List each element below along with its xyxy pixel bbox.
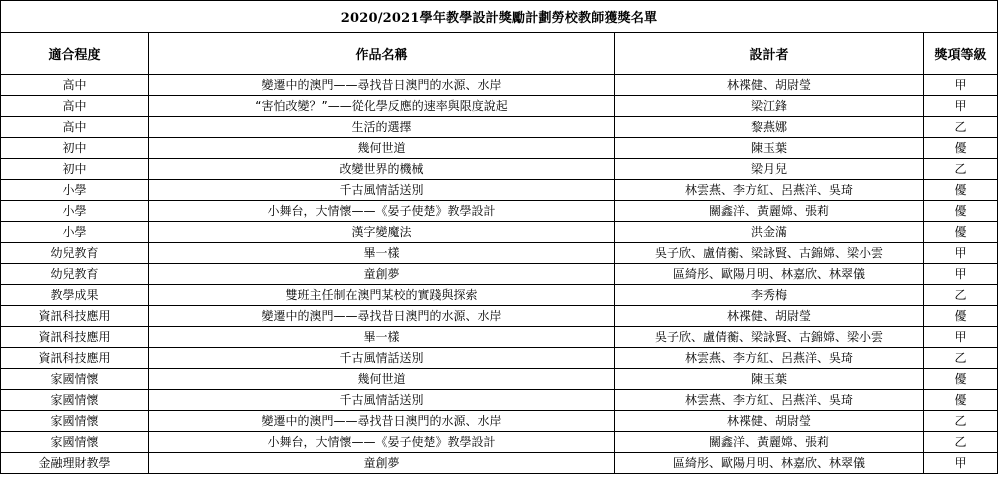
cell-grade: 優 bbox=[924, 306, 998, 327]
header-grade: 獎項等級 bbox=[924, 33, 998, 75]
cell-work: 變遷中的澳門——尋找昔日澳門的水源、水岸 bbox=[149, 306, 615, 327]
cell-designer: 區綺彤、歐陽月明、林嘉欣、林翠儀 bbox=[615, 453, 924, 474]
cell-grade: 甲 bbox=[924, 75, 998, 96]
cell-designer: 梁月兒 bbox=[615, 159, 924, 180]
cell-designer: 林褋健、胡尉瑩 bbox=[615, 306, 924, 327]
cell-designer: 林雲燕、李方紅、呂燕洋、吳琦 bbox=[615, 348, 924, 369]
table-row bbox=[1, 222, 998, 243]
cell-grade: 優 bbox=[924, 222, 998, 243]
cell-designer: 林褋健、胡尉瑩 bbox=[615, 75, 924, 96]
cell-work: “害怕改變？”——從化學反應的速率與限度說起 bbox=[149, 96, 615, 117]
table-row bbox=[1, 75, 998, 96]
cell-level: 資訊科技應用 bbox=[1, 348, 149, 369]
cell-grade: 優 bbox=[924, 390, 998, 411]
cell-level: 家國情懷 bbox=[1, 411, 149, 432]
cell-level: 幼兒教育 bbox=[1, 243, 149, 264]
cell-grade: 優 bbox=[924, 138, 998, 159]
table-row bbox=[1, 306, 998, 327]
table-row bbox=[1, 180, 998, 201]
cell-designer: 林雲燕、李方紅、呂燕洋、吳琦 bbox=[615, 390, 924, 411]
cell-level: 小學 bbox=[1, 222, 149, 243]
cell-designer: 陳玉葉 bbox=[615, 369, 924, 390]
cell-level: 家國情懷 bbox=[1, 390, 149, 411]
header-row bbox=[1, 33, 998, 75]
table-row bbox=[1, 159, 998, 180]
cell-work: 幾何世道 bbox=[149, 138, 615, 159]
cell-work: 生活的選擇 bbox=[149, 117, 615, 138]
cell-level: 資訊科技應用 bbox=[1, 327, 149, 348]
cell-level: 高中 bbox=[1, 75, 149, 96]
table-row bbox=[1, 243, 998, 264]
cell-level: 小學 bbox=[1, 201, 149, 222]
title-row bbox=[1, 1, 998, 33]
table-row bbox=[1, 390, 998, 411]
cell-grade: 乙 bbox=[924, 432, 998, 453]
cell-work: 改變世界的機械 bbox=[149, 159, 615, 180]
cell-level: 高中 bbox=[1, 117, 149, 138]
header-designer: 設計者 bbox=[615, 33, 924, 75]
table-row bbox=[1, 138, 998, 159]
cell-level: 高中 bbox=[1, 96, 149, 117]
cell-grade: 甲 bbox=[924, 453, 998, 474]
cell-work: 千古風情話送別 bbox=[149, 348, 615, 369]
cell-level: 資訊科技應用 bbox=[1, 306, 149, 327]
header-work: 作品名稱 bbox=[149, 33, 615, 75]
cell-designer: 李秀梅 bbox=[615, 285, 924, 306]
cell-grade: 乙 bbox=[924, 411, 998, 432]
cell-work: 變遷中的澳門——尋找昔日澳門的水源、水岸 bbox=[149, 75, 615, 96]
table-row bbox=[1, 96, 998, 117]
table-row bbox=[1, 327, 998, 348]
table-title: 2020/2021學年教學設計獎勵計劃勞校教師獲獎名單 bbox=[1, 1, 998, 33]
cell-level: 幼兒教育 bbox=[1, 264, 149, 285]
cell-grade: 乙 bbox=[924, 348, 998, 369]
cell-work: 雙班主任制在澳門某校的實踐與探索 bbox=[149, 285, 615, 306]
cell-grade: 乙 bbox=[924, 117, 998, 138]
cell-work: 童創夢 bbox=[149, 453, 615, 474]
cell-work: 童創夢 bbox=[149, 264, 615, 285]
cell-level: 家國情懷 bbox=[1, 369, 149, 390]
table-row bbox=[1, 201, 998, 222]
cell-grade: 甲 bbox=[924, 96, 998, 117]
cell-designer: 吳子欣、盧倩蘅、梁詠賢、古錦嫦、梁小雲 bbox=[615, 327, 924, 348]
cell-level: 初中 bbox=[1, 159, 149, 180]
cell-designer: 關鑫洋、黃麗嫦、張莉 bbox=[615, 432, 924, 453]
cell-designer: 林褋健、胡尉瑩 bbox=[615, 411, 924, 432]
table-row bbox=[1, 285, 998, 306]
table-row bbox=[1, 411, 998, 432]
cell-grade: 優 bbox=[924, 180, 998, 201]
cell-work: 千古風情話送別 bbox=[149, 390, 615, 411]
table-row bbox=[1, 264, 998, 285]
cell-designer: 區綺彤、歐陽月明、林嘉欣、林翠儀 bbox=[615, 264, 924, 285]
cell-grade: 甲 bbox=[924, 264, 998, 285]
cell-work: 變遷中的澳門——尋找昔日澳門的水源、水岸 bbox=[149, 411, 615, 432]
cell-grade: 乙 bbox=[924, 285, 998, 306]
cell-level: 金融理財教學 bbox=[1, 453, 149, 474]
table-row bbox=[1, 117, 998, 138]
cell-level: 教學成果 bbox=[1, 285, 149, 306]
cell-grade: 乙 bbox=[924, 159, 998, 180]
header-level: 適合程度 bbox=[1, 33, 149, 75]
cell-grade: 甲 bbox=[924, 243, 998, 264]
cell-designer: 黎燕娜 bbox=[615, 117, 924, 138]
cell-designer: 陳玉葉 bbox=[615, 138, 924, 159]
cell-work: 幾何世道 bbox=[149, 369, 615, 390]
table-row bbox=[1, 348, 998, 369]
cell-designer: 林雲燕、李方紅、呂燕洋、吳琦 bbox=[615, 180, 924, 201]
cell-grade: 甲 bbox=[924, 327, 998, 348]
table-row bbox=[1, 453, 998, 474]
cell-work: 千古風情話送別 bbox=[149, 180, 615, 201]
table-row bbox=[1, 432, 998, 453]
cell-grade: 優 bbox=[924, 369, 998, 390]
cell-designer: 關鑫洋、黃麗嫦、張莉 bbox=[615, 201, 924, 222]
cell-designer: 吳子欣、盧倩蘅、梁詠賢、古錦嫦、梁小雲 bbox=[615, 243, 924, 264]
cell-work: 畢一樣 bbox=[149, 243, 615, 264]
cell-designer: 梁江鋒 bbox=[615, 96, 924, 117]
cell-level: 家國情懷 bbox=[1, 432, 149, 453]
cell-level: 小學 bbox=[1, 180, 149, 201]
cell-work: 漢字變魔法 bbox=[149, 222, 615, 243]
cell-work: 小舞台，大情懷——《晏子使楚》教學設計 bbox=[149, 201, 615, 222]
cell-work: 小舞台，大情懷——《晏子使楚》教學設計 bbox=[149, 432, 615, 453]
cell-work: 畢一樣 bbox=[149, 327, 615, 348]
table-row bbox=[1, 369, 998, 390]
cell-grade: 優 bbox=[924, 201, 998, 222]
cell-level: 初中 bbox=[1, 138, 149, 159]
cell-designer: 洪金滿 bbox=[615, 222, 924, 243]
